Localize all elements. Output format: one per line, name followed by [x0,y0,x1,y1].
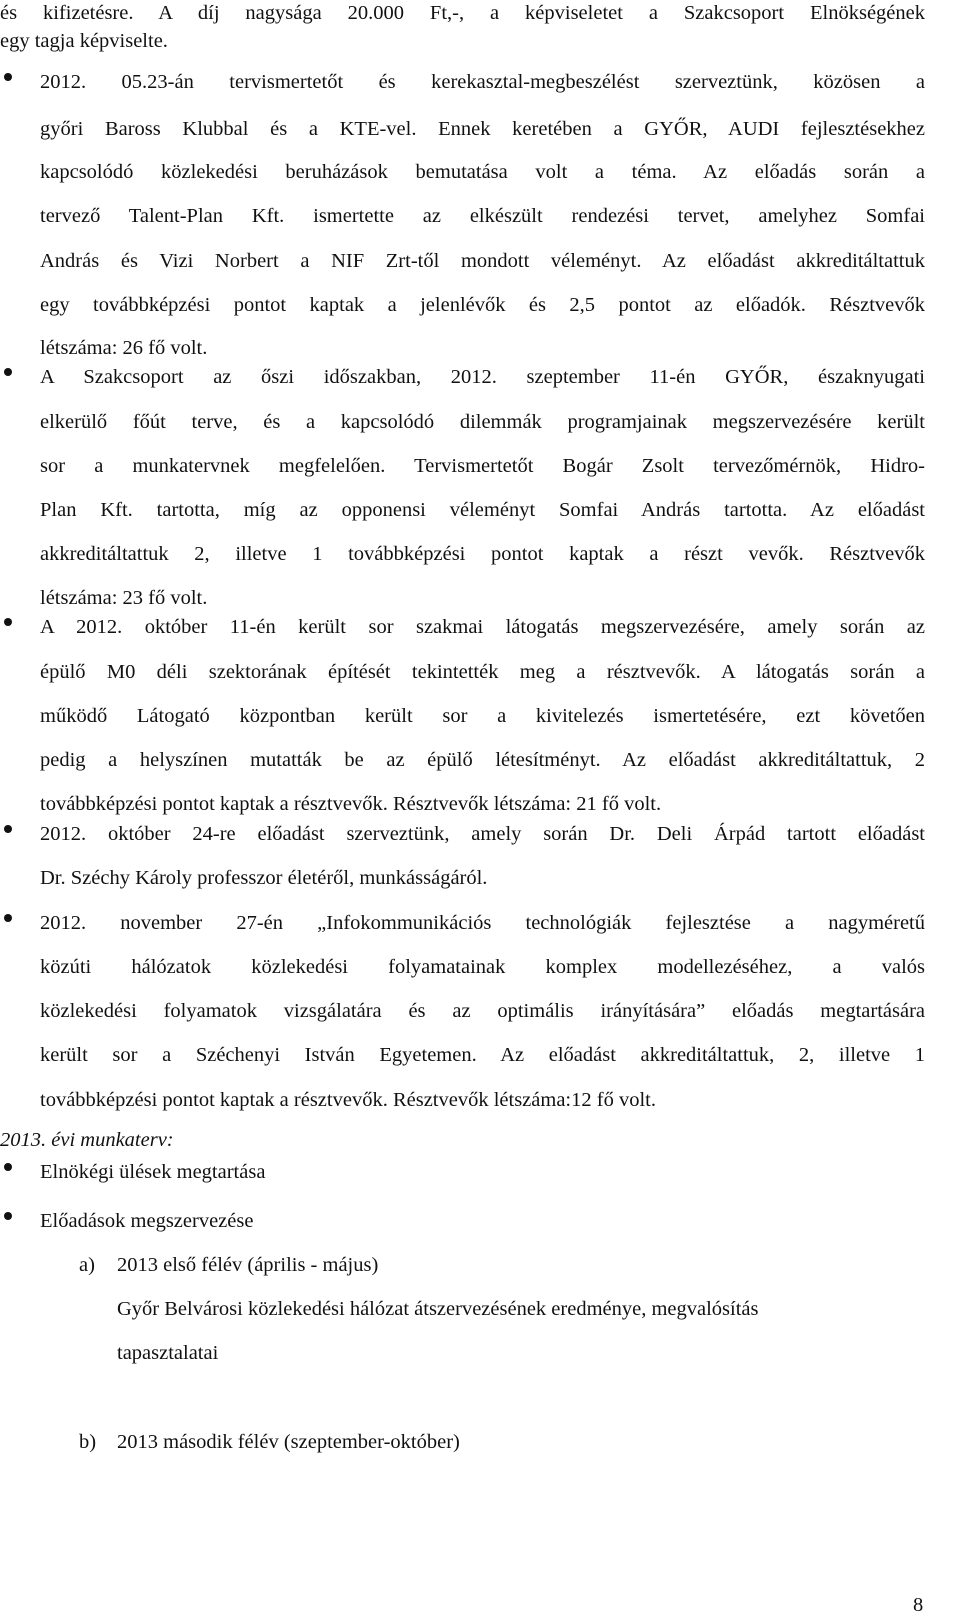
plan-bullet-text: Előadások megszervezése [40,1210,254,1232]
bullet-text-line: akkreditáltattuk 2, illetve 1 továbbképzési pontot kaptak a részt vevők. Résztvevők [40,543,925,565]
page-number: 8 [913,1594,924,1616]
bullet-text-line: működő Látogató központban került sor a kivitelezés ismertetésére, ezt követően [40,705,925,727]
bullet-marker [4,73,12,81]
bullet-text-line: közlekedési folyamatok vizsgálatára és az optimális irányítására” előadás megtartására [40,1000,925,1022]
bullet-text-line: továbbképzési pontot kaptak a résztvevők. Résztvevők létszáma:12 fő volt. [40,1089,656,1111]
intro-line: és kifizetésre. A díj nagysága 20.000 Ft,-, a képviseletet a Szakcsoport Elnökségének [0,2,925,24]
sub-item-marker: a) [79,1254,95,1276]
bullet-marker [4,1212,12,1220]
bullet-text-line: pedig a helyszínen mutatták be az épülő létesítményt. Az előadást akkreditáltattuk, 2 [40,749,925,771]
intro-line: egy tagja képviselte. [0,30,168,52]
bullet-marker [4,618,12,626]
bullet-text-line: létszáma: 23 fő volt. [40,587,208,609]
bullet-marker [4,914,12,922]
bullet-text-line: kapcsolódó közlekedési beruházások bemutatása volt a téma. Az előadás során a [40,161,925,183]
sub-item-title: 2013 első félév (április - május) [117,1254,379,1276]
bullet-text-line: került sor a Széchenyi István Egyetemen. Az előadást akkreditáltattuk, 2, illetve 1 [40,1044,925,1066]
plan-heading: 2013. évi munkaterv: [0,1129,174,1151]
bullet-text-line: 2012. október 24-re előadást szerveztünk, amely során Dr. Deli Árpád tartott előadást [40,823,925,845]
bullet-text-line: győri Baross Klubbal és a KTE-vel. Ennek keretében a GYŐR, AUDI fejlesztésekhez [40,118,925,140]
sub-item-title: 2013 második félév (szeptember-október) [117,1431,460,1453]
sub-item-marker: b) [79,1431,97,1453]
bullet-text-line: 2012. november 27-én „Infokommunikációs technológiák fejlesztése a nagyméretű [40,912,925,934]
bullet-text-line: A 2012. október 11-én került sor szakmai látogatás megszervezésére, amely során az [40,616,925,638]
bullet-text-line: épülő M0 déli szektorának építését tekintették meg a résztvevők. A látogatás során a [40,661,925,683]
bullet-text-line: közúti hálózatok közlekedési folyamatainak komplex modellezéséhez, a valós [40,956,925,978]
bullet-text-line: tervező Talent-Plan Kft. ismertette az elkészült rendezési tervet, amelyhez Somfai [40,205,925,227]
sub-item-body-line: tapasztalatai [117,1342,219,1364]
bullet-text-line: 2012. 05.23-án tervismertetőt és kerekasztal-megbeszélést szerveztünk, közösen a [40,71,925,93]
bullet-marker [4,1163,12,1171]
bullet-marker [4,825,12,833]
plan-bullet-text: Elnökégi ülések megtartása [40,1161,266,1183]
bullet-text-line: András és Vizi Norbert a NIF Zrt-től mondott véleményt. Az előadást akkreditáltattuk [40,250,925,272]
bullet-text-line: Plan Kft. tartotta, míg az opponensi véleményt Somfai András tartotta. Az előadást [40,499,925,521]
bullet-marker [4,368,12,376]
bullet-text-line: Dr. Széchy Károly professzor életéről, munkásságáról. [40,867,488,889]
bullet-text-line: A Szakcsoport az őszi időszakban, 2012. szeptember 11-én GYŐR, északnyugati [40,366,925,388]
sub-item-body-line: Győr Belvárosi közlekedési hálózat átszervezésének eredménye, megvalósítás [117,1298,759,1320]
bullet-text-line: továbbképzési pontot kaptak a résztvevők. Résztvevők létszáma: 21 fő volt. [40,793,662,815]
bullet-text-line: létszáma: 26 fő volt. [40,337,208,359]
bullet-text-line: elkerülő főút terve, és a kapcsolódó dilemmák programjainak megszervezésére került [40,411,925,433]
bullet-text-line: sor a munkatervnek megfelelően. Tervismertetőt Bogár Zsolt tervezőmérnök, Hidro- [40,455,925,477]
bullet-text-line: egy továbbképzési pontot kaptak a jelenlévők és 2,5 pontot az előadók. Résztvevők [40,294,925,316]
